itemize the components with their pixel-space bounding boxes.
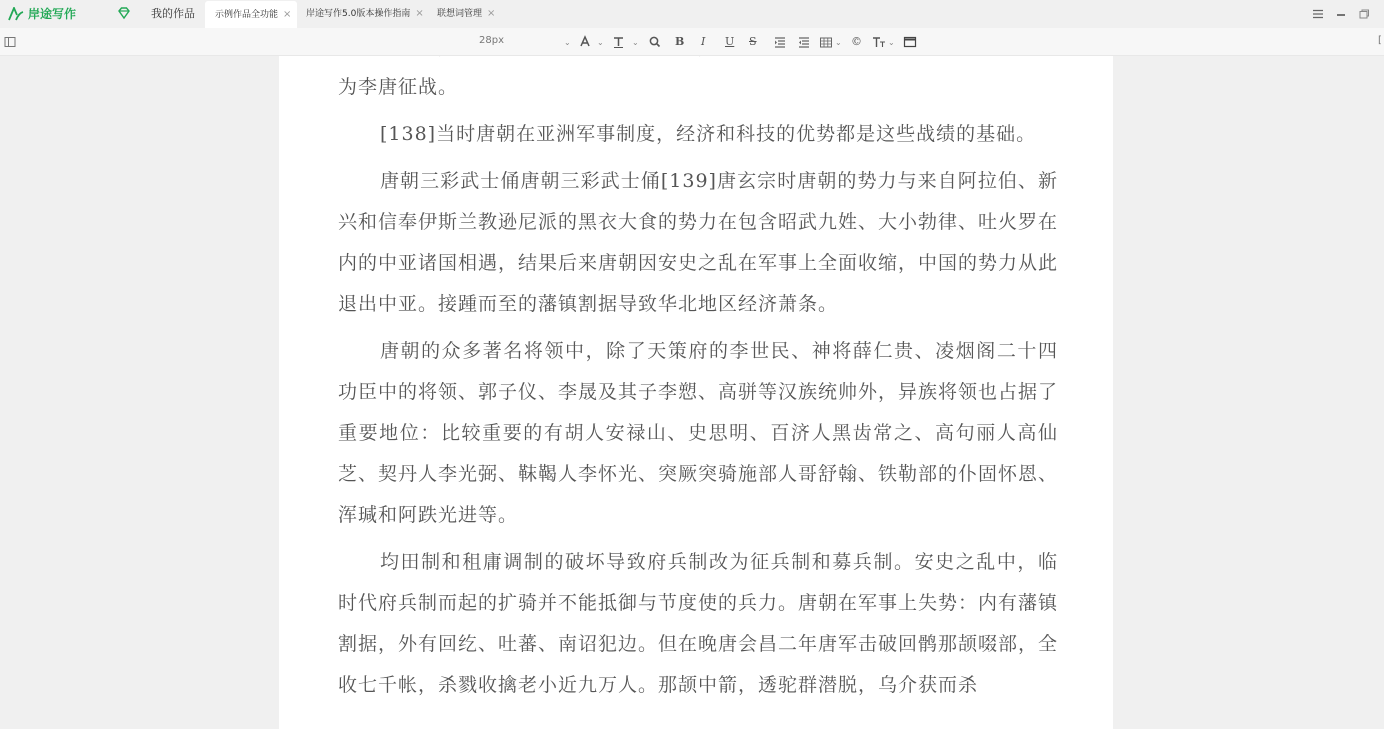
indent-button[interactable] bbox=[773, 34, 787, 50]
clear-format-icon bbox=[611, 34, 627, 50]
find-button[interactable] bbox=[647, 34, 663, 50]
document-body[interactable] bbox=[338, 56, 1058, 712]
font-size-select[interactable]: 28px bbox=[479, 35, 504, 46]
fullscreen-button[interactable] bbox=[903, 34, 917, 50]
chevron-down-icon[interactable]: ⌄ bbox=[888, 38, 895, 47]
minimize-icon[interactable] bbox=[1334, 7, 1348, 21]
tab-label: 我的作品 bbox=[151, 7, 195, 20]
chevron-down-icon[interactable]: ⌄ bbox=[835, 38, 842, 47]
text-size-button[interactable] bbox=[871, 34, 887, 50]
indent-icon bbox=[773, 34, 787, 50]
font-color-icon bbox=[577, 34, 593, 50]
table-icon bbox=[819, 34, 833, 50]
tab-guide[interactable] bbox=[306, 2, 424, 26]
text-size-icon bbox=[871, 34, 887, 50]
font-color-button[interactable] bbox=[577, 34, 593, 50]
fullscreen-icon bbox=[903, 34, 917, 50]
restore-icon[interactable] bbox=[1357, 7, 1371, 21]
chevron-down-icon[interactable]: ⌄ bbox=[564, 38, 571, 47]
table-button[interactable] bbox=[819, 34, 833, 50]
panel-edge-icon[interactable]: [ bbox=[1378, 35, 1382, 46]
close-icon[interactable]: × bbox=[415, 8, 424, 19]
strikethrough-button[interactable]: S bbox=[749, 35, 757, 48]
tab-label: 岸途写作5.0版本操作指南 bbox=[306, 9, 411, 19]
app-brand[interactable] bbox=[8, 5, 76, 23]
diamond-icon[interactable] bbox=[117, 6, 131, 20]
sidebar-toggle-icon[interactable] bbox=[4, 36, 16, 48]
chevron-down-icon[interactable]: ⌄ bbox=[632, 38, 639, 47]
close-icon[interactable]: × bbox=[283, 8, 292, 20]
copyright-button[interactable]: © bbox=[851, 35, 862, 48]
outdent-icon bbox=[797, 34, 811, 50]
tab-label: 示例作品全功能 bbox=[215, 9, 279, 20]
document-page[interactable] bbox=[279, 56, 1113, 729]
bold-button[interactable]: B bbox=[675, 35, 685, 48]
chevron-down-icon[interactable]: ⌄ bbox=[597, 38, 604, 47]
paragraph: 均田制和租庸调制的破坏导致府兵制改为征兵制和募兵制。安史之乱中，临时代府兵制而起的扩骑并不能抵御与节度使的兵力。唐朝在军事上失势：内有藩镇割据，外有回纥、吐蕃、南诏犯边。但在晚唐会昌二年唐军击破回鹘那颉啜部，全收七千帐，杀戮收擒老小近九万人。那颉中箭，透驼群潜脱，乌介获而杀 bbox=[338, 551, 1059, 696]
tab-my-works[interactable] bbox=[151, 2, 195, 26]
app-name: 岸途写作 bbox=[28, 7, 77, 21]
title-bar bbox=[0, 0, 1384, 28]
outdent-button[interactable] bbox=[797, 34, 811, 50]
tab-sample-work[interactable] bbox=[205, 1, 297, 28]
paragraph: [138]当时唐朝在亚洲军事制度，经济和科技的优势都是这些战绩的基础。 bbox=[380, 123, 1037, 145]
paragraph: 唐朝的众多著名将领中，除了天策府的李世民、神将薛仁贵、凌烟阁二十四功臣中的将领、郭子仪、李晟及其子李愬、高骈等汉族统帅外，异族将领也占据了重要地位：比较重要的有胡人安禄山、史思明、百济人黑齿常之、高句丽人高仙芝、契丹人李光弼、靺鞨人李怀光、突厥突骑施部人哥舒翰、铁勒部的仆固怀恩、浑瑊和阿跌光进等。 bbox=[338, 340, 1059, 526]
tab-word-management[interactable] bbox=[437, 2, 495, 26]
close-icon[interactable]: × bbox=[487, 8, 496, 19]
search-icon bbox=[647, 34, 663, 50]
paragraph: 唐朝三彩武士俑唐朝三彩武士俑[139]唐玄宗时唐朝的势力与来自阿拉伯、新兴和信奉伊斯兰教逊尼派的黑衣大食的势力在包含昭武九姓、大小勃律、吐火罗在内的中亚诸国相遇，结果后来唐朝因安史之乱在军事上全面收缩，中国的势力从此退出中亚。接踵而至的藩镇割据导致华北地区经济萧条。 bbox=[338, 170, 1059, 315]
editor-toolbar bbox=[0, 28, 1384, 56]
tab-label: 联想词管理 bbox=[437, 9, 483, 19]
underline-button[interactable]: U bbox=[725, 35, 735, 48]
clear-format-button[interactable] bbox=[611, 34, 627, 50]
italic-button[interactable]: I bbox=[701, 35, 706, 48]
paragraph: 为李唐征战。 bbox=[338, 76, 459, 98]
menu-icon[interactable] bbox=[1311, 7, 1325, 21]
logo-icon bbox=[8, 7, 24, 21]
